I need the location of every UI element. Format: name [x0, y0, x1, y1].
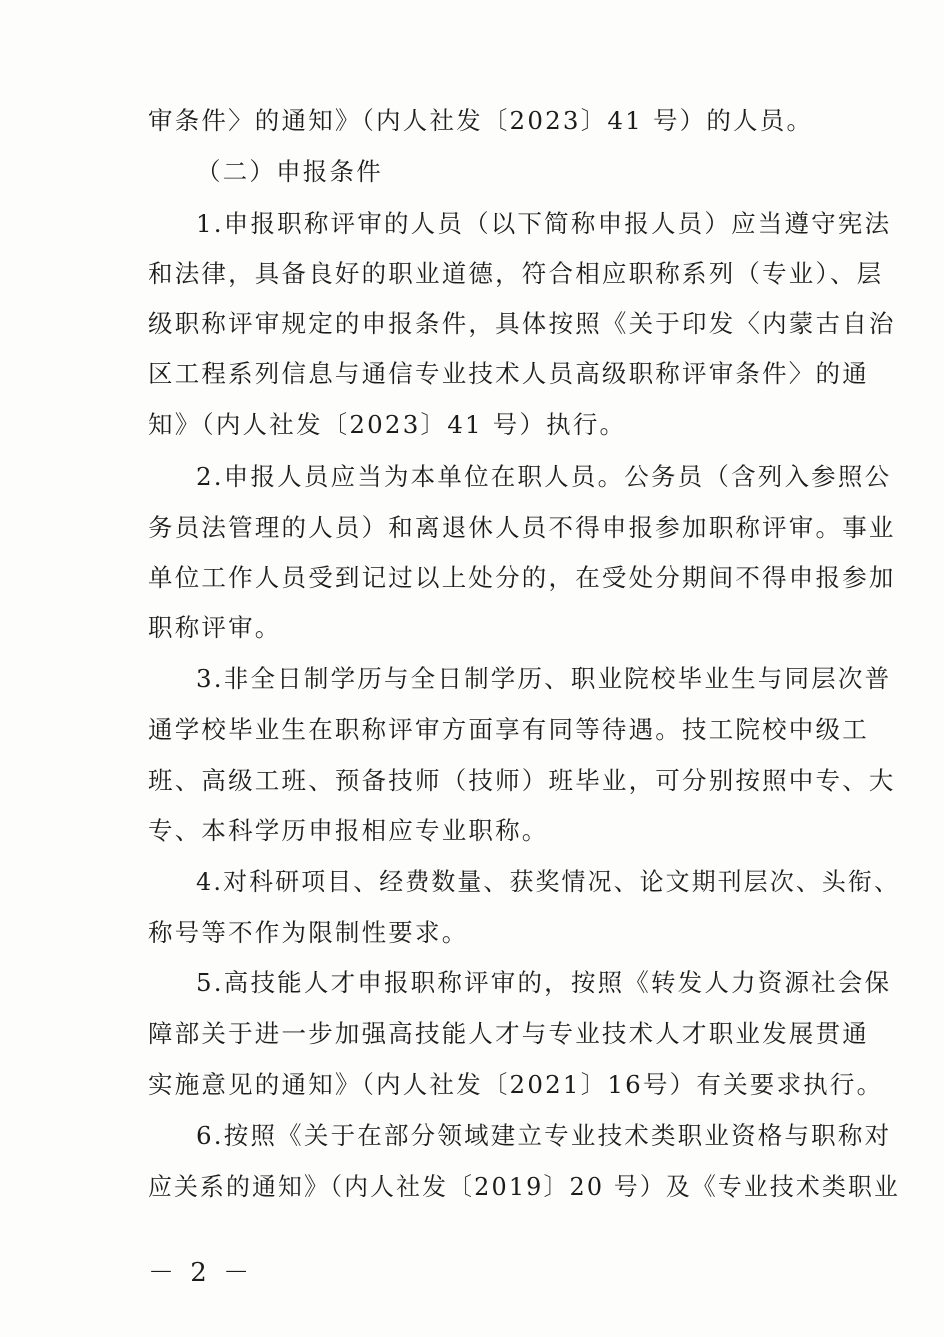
text-line: 障部关于进一步加强高技能人才与专业技术人才职业发展贯通 — [148, 1019, 869, 1048]
text-line: 1.申报职称评审的人员（以下简称申报人员）应当遵守宪法 — [196, 209, 892, 238]
text-line: 职称评审。 — [148, 613, 282, 642]
text-line: 区工程系列信息与通信专业技术人员高级职称评审条件〉的通 — [148, 359, 869, 388]
text-line: 和法律，具备良好的职业道德，符合相应职称系列（专业）、层 — [148, 259, 884, 288]
text-line: 5.高技能人才申报职称评审的，按照《转发人力资源社会保 — [196, 968, 892, 997]
section-heading: （二）申报条件 — [196, 157, 383, 186]
text-line: 6.按照《关于在部分领域建立专业技术类职业资格与职称对 — [196, 1121, 892, 1150]
text-line: 务员法管理的人员）和离退休人员不得申报参加职称评审。事业 — [148, 513, 896, 542]
text-line: 审条件〉的通知》（内人社发〔2023〕41 号）的人员。 — [148, 106, 814, 135]
page-number: － 2 － — [148, 1258, 254, 1288]
text-line: 实施意见的通知》（内人社发〔2021〕16号）有关要求执行。 — [148, 1070, 884, 1099]
text-line: 专、本科学历申报相应专业职称。 — [148, 816, 549, 845]
text-line: 应关系的通知》（内人社发〔2019〕20 号）及《专业技术类职业 — [148, 1172, 900, 1201]
text-line: 2.申报人员应当为本单位在职人员。公务员（含列入参照公 — [196, 462, 892, 491]
text-line: 3.非全日制学历与全日制学历、职业院校毕业生与同层次普 — [196, 664, 892, 693]
text-line: 级职称评审规定的申报条件，具体按照《关于印发〈内蒙古自治 — [148, 309, 896, 338]
text-line: 班、高级工班、预备技师（技师）班毕业，可分别按照中专、大 — [148, 766, 896, 795]
text-line: 称号等不作为限制性要求。 — [148, 918, 469, 947]
text-line: 单位工作人员受到记过以上处分的，在受处分期间不得申报参加 — [148, 563, 896, 592]
text-line: 通学校毕业生在职称评审方面享有同等待遇。技工院校中级工 — [148, 715, 869, 744]
text-line: 4.对科研项目、经费数量、获奖情况、论文期刊层次、头衔、 — [196, 867, 901, 896]
text-line: 知》（内人社发〔2023〕41 号）执行。 — [148, 410, 627, 439]
